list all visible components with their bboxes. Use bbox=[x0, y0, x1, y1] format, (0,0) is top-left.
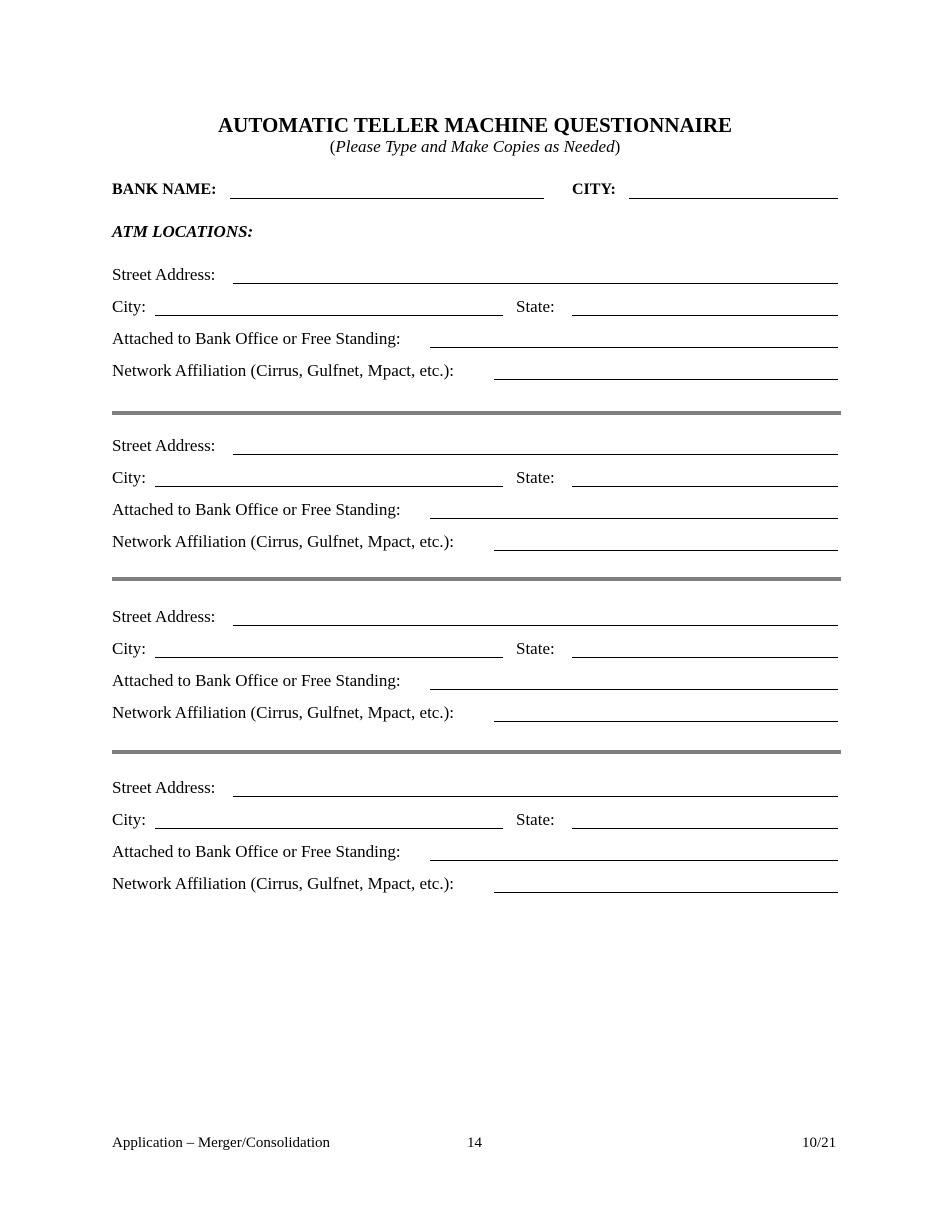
state-label: State: bbox=[516, 468, 555, 487]
city-label: City: bbox=[112, 297, 147, 316]
state-field[interactable] bbox=[572, 657, 838, 658]
footer-form-name: Application – Merger/Consolidation bbox=[112, 1135, 331, 1151]
attached-label: Attached to Bank Office or Free Standing: bbox=[112, 671, 401, 690]
bank-city-label: CITY: bbox=[572, 181, 616, 198]
network-affiliation-field[interactable] bbox=[494, 892, 838, 893]
network-affiliation-field[interactable] bbox=[494, 550, 838, 551]
network-affiliation-field[interactable] bbox=[494, 379, 838, 380]
city-label: City: bbox=[112, 639, 147, 658]
street-address-field[interactable] bbox=[233, 625, 838, 626]
city-label: City: bbox=[112, 810, 147, 829]
attached-field[interactable] bbox=[430, 689, 838, 690]
subtitle-open-paren: ( bbox=[329, 137, 336, 156]
network-affiliation-label: Network Affiliation (Cirrus, Gulfnet, Mpact, etc.): bbox=[112, 703, 454, 722]
state-label: State: bbox=[516, 639, 555, 658]
street-address-label: Street Address: bbox=[112, 778, 216, 797]
section-divider bbox=[112, 750, 841, 754]
city-label: City: bbox=[112, 468, 147, 487]
street-address-label: Street Address: bbox=[112, 436, 216, 455]
section-divider bbox=[112, 411, 841, 415]
state-field[interactable] bbox=[572, 486, 838, 487]
subtitle-close-paren: ) bbox=[614, 137, 621, 156]
bank-name-field[interactable] bbox=[230, 198, 544, 199]
city-field[interactable] bbox=[155, 486, 503, 487]
attached-label: Attached to Bank Office or Free Standing: bbox=[112, 329, 401, 348]
network-affiliation-field[interactable] bbox=[494, 721, 838, 722]
network-affiliation-label: Network Affiliation (Cirrus, Gulfnet, Mpact, etc.): bbox=[112, 874, 454, 893]
attached-label: Attached to Bank Office or Free Standing: bbox=[112, 842, 401, 861]
street-address-field[interactable] bbox=[233, 283, 838, 284]
footer-revision-date: 10/21 bbox=[802, 1135, 837, 1151]
footer-page-number: 14 bbox=[467, 1135, 482, 1151]
city-field[interactable] bbox=[155, 315, 503, 316]
section-divider bbox=[112, 577, 841, 581]
attached-field[interactable] bbox=[430, 518, 838, 519]
state-label: State: bbox=[516, 297, 555, 316]
network-affiliation-label: Network Affiliation (Cirrus, Gulfnet, Mpact, etc.): bbox=[112, 361, 454, 380]
attached-field[interactable] bbox=[430, 860, 838, 861]
atm-locations-heading: ATM LOCATIONS: bbox=[112, 222, 254, 241]
state-field[interactable] bbox=[572, 828, 838, 829]
street-address-field[interactable] bbox=[233, 454, 838, 455]
attached-label: Attached to Bank Office or Free Standing: bbox=[112, 500, 401, 519]
street-address-field[interactable] bbox=[233, 796, 838, 797]
form-title: AUTOMATIC TELLER MACHINE QUESTIONNAIRE bbox=[217, 113, 732, 137]
state-field[interactable] bbox=[572, 315, 838, 316]
state-label: State: bbox=[516, 810, 555, 829]
city-field[interactable] bbox=[155, 657, 503, 658]
street-address-label: Street Address: bbox=[112, 607, 216, 626]
bank-name-label: BANK NAME: bbox=[112, 181, 217, 198]
subtitle-text: Please Type and Make Copies as Needed bbox=[335, 137, 615, 156]
network-affiliation-label: Network Affiliation (Cirrus, Gulfnet, Mpact, etc.): bbox=[112, 532, 454, 551]
city-field[interactable] bbox=[155, 828, 503, 829]
street-address-label: Street Address: bbox=[112, 265, 216, 284]
form-subtitle bbox=[0, 137, 950, 157]
attached-field[interactable] bbox=[430, 347, 838, 348]
bank-city-field[interactable] bbox=[629, 198, 838, 199]
